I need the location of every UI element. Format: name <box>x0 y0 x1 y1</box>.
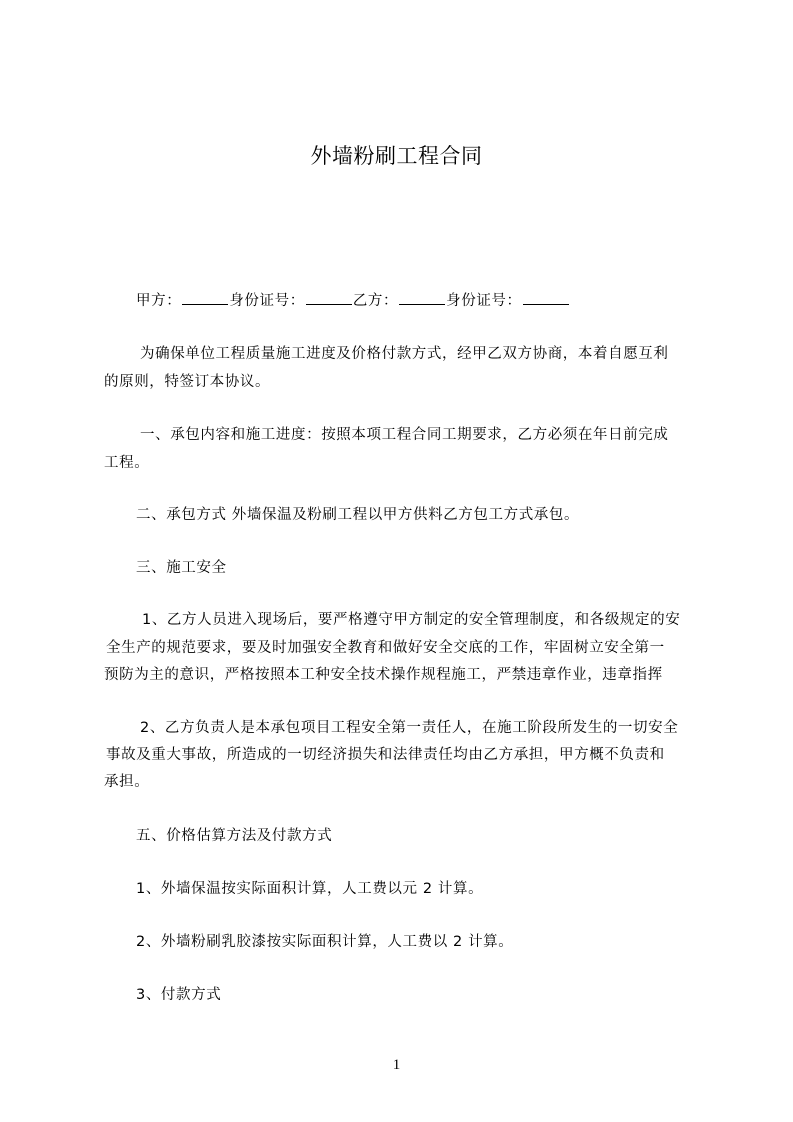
section3-item1-line-2: 全生产的规范要求，要及时加强安全教育和做好安全交底的工作，牢固树立安全第一 <box>106 640 665 656</box>
party-b-label: 乙方： <box>352 293 399 309</box>
section3-item2-line-1: 2、乙方负责人是本承包项目工程安全第一责任人，在施工阶段所发生的一切安全 <box>140 720 679 736</box>
page-number: 1 <box>392 1057 401 1073</box>
intro-line-2: 的原则，特签订本协议。 <box>104 374 271 390</box>
party-b-id-label: 身份证号： <box>446 293 522 309</box>
section5-item1: 1、外墙保温按实际面积计算，人工费以元 2 计算。 <box>136 881 484 897</box>
party-a-label: 甲方： <box>136 293 182 309</box>
section3-item2-line-2: 事故及重大事故，所造成的一切经济损失和法律责任均由乙方承担，甲方概不负责和 <box>106 747 665 763</box>
section3-heading: 三、施工安全 <box>136 560 227 576</box>
section5-heading: 五、价格估算方法及付款方式 <box>136 828 333 844</box>
party-b-id-blank <box>523 290 569 305</box>
party-b-blank <box>399 290 445 305</box>
parties-line <box>136 290 570 311</box>
intro-line-1: 为确保单位工程质量施工进度及价格付款方式，经甲乙双方协商，本着自愿互利 <box>140 346 669 362</box>
section3-item2-line-3: 承担。 <box>104 774 150 790</box>
document-title: 外墙粉刷工程合同 <box>310 144 483 168</box>
section3-item1-line-3: 预防为主的意识，严格按照本工种安全技术操作规程施工，严禁违章作业，违章指挥 <box>104 667 663 683</box>
section3-item1-line-1: 1、乙方人员进入现场后，要严格遵守甲方制定的安全管理制度，和各级规定的安 <box>142 612 681 628</box>
section5-item2: 2、外墙粉刷乳胶漆按实际面积计算，人工费以 2 计算。 <box>136 934 514 950</box>
party-a-blank <box>182 290 228 305</box>
section1-line-1: 一、承包内容和施工进度：按照本项工程合同工期要求，乙方必须在年日前完成 <box>140 427 669 443</box>
party-a-id-blank <box>306 290 352 305</box>
section2-line: 二、承包方式 外墙保温及粉刷工程以甲方供料乙方包工方式承包。 <box>136 507 580 523</box>
section5-item3: 3、付款方式 <box>136 987 222 1003</box>
party-a-id-label: 身份证号： <box>229 293 305 309</box>
section1-line-2: 工程。 <box>104 455 150 471</box>
